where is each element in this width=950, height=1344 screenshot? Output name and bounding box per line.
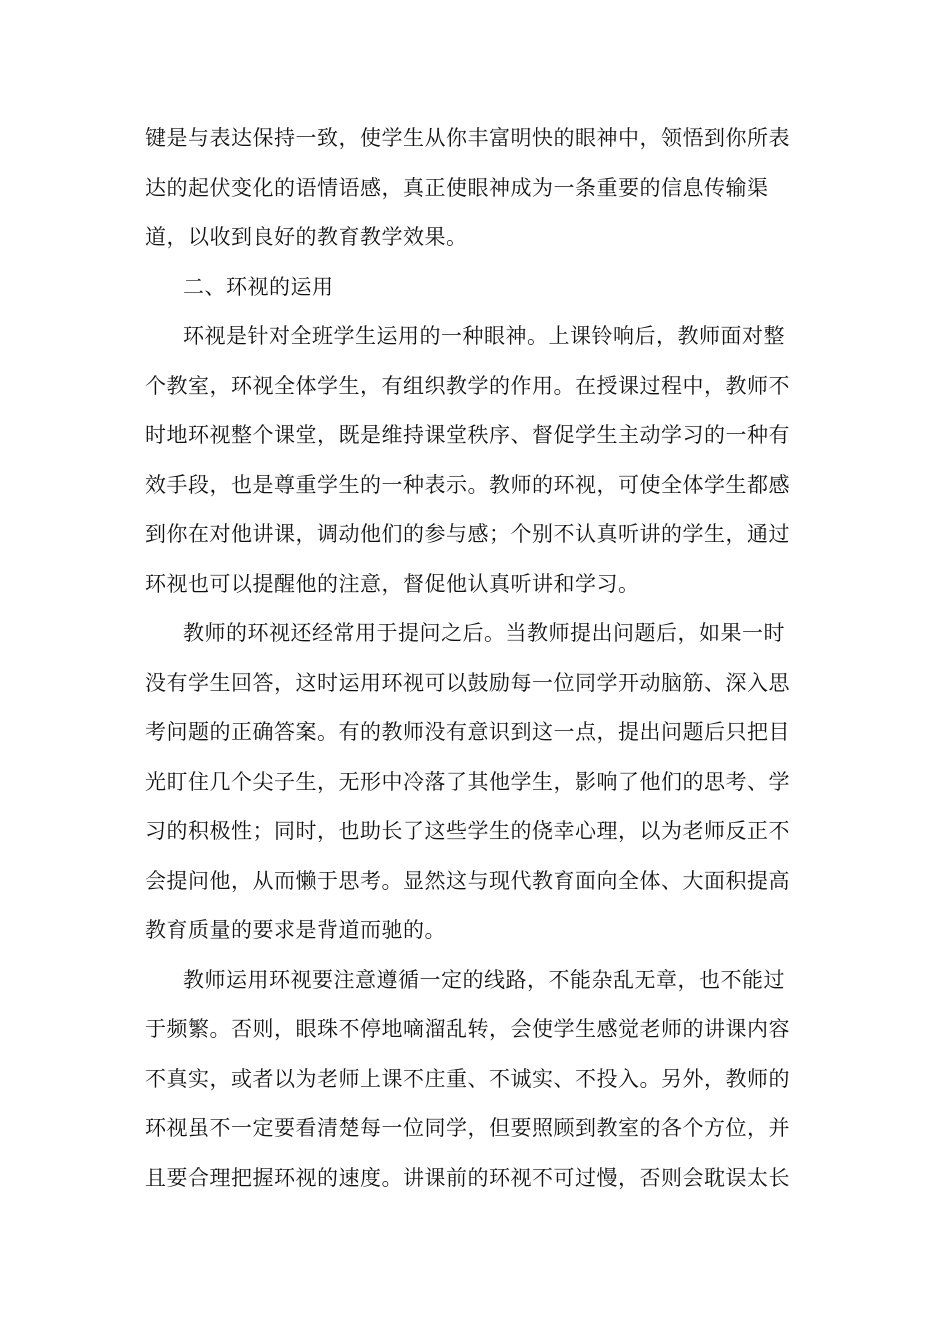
- text-line: 到你在对他讲课，调动他们的参与感；个别不认真听讲的学生，通过: [145, 522, 790, 546]
- body-text: [145, 118, 810, 1207]
- text-line: 环视也可以提醒他的注意，督促他认真听讲和学习。: [145, 571, 640, 596]
- text-line: 考问题的正确答案。有的教师没有意识到这一点，提出问题后只把目: [145, 720, 790, 744]
- text-line: 且要合理把握环视的速度。讲课前的环视不可过慢，否则会耽误太长: [145, 1165, 790, 1190]
- text-line: 教师运用环视要注意遵循一定的线路，不能杂乱无章，也不能过: [183, 967, 785, 992]
- text-line: 环视是针对全班学生运用的一种眼神。上课铃响后，教师面对整: [183, 324, 785, 348]
- text-line: 教师的环视还经常用于提问之后。当教师提出问题后，如果一时: [183, 621, 785, 645]
- text-line: 环视虽不一定要看清楚每一位同学，但要照顾到教室的各个方位，并: [145, 1116, 790, 1140]
- text-line: 道，以收到良好的教育教学效果。: [145, 225, 468, 249]
- text-line: 没有学生回答，这时运用环视可以鼓励每一位同学开动脑筋、深入思: [145, 670, 790, 695]
- text-line: 不真实，或者以为老师上课不庄重、不诚实、不投入。另外，教师的: [145, 1066, 790, 1091]
- text-line: 会提问他，从而懒于思考。显然这与现代教育面向全体、大面积提高: [145, 868, 790, 893]
- text-line: 键是与表达保持一致，使学生从你丰富明快的眼神中，领悟到你所表: [145, 126, 790, 150]
- text-line: 习的积极性；同时，也助长了这些学生的侥幸心理，以为老师反正不: [145, 819, 790, 843]
- text-line: 光盯住几个尖子生，无形中冷落了其他学生，影响了他们的思考、学: [145, 769, 790, 794]
- text-line: 教育质量的要求是背道而驰的。: [145, 918, 446, 942]
- text-line: 于频繁。否则，眼珠不停地嘀溜乱转，会使学生感觉老师的讲课内容: [145, 1017, 790, 1041]
- text-line: 达的起伏变化的语情语感，真正使眼神成为一条重要的信息传输渠: [145, 175, 769, 200]
- text-line: 效手段，也是尊重学生的一种表示。教师的环视，可使全体学生都感: [145, 472, 790, 497]
- section-heading: 二、环视的运用: [183, 274, 334, 299]
- text-line: 个教室，环视全体学生，有组织教学的作用。在授课过程中，教师不: [145, 373, 790, 398]
- text-line: 时地环视整个课堂，既是维持课堂秩序、督促学生主动学习的一种有: [145, 423, 790, 447]
